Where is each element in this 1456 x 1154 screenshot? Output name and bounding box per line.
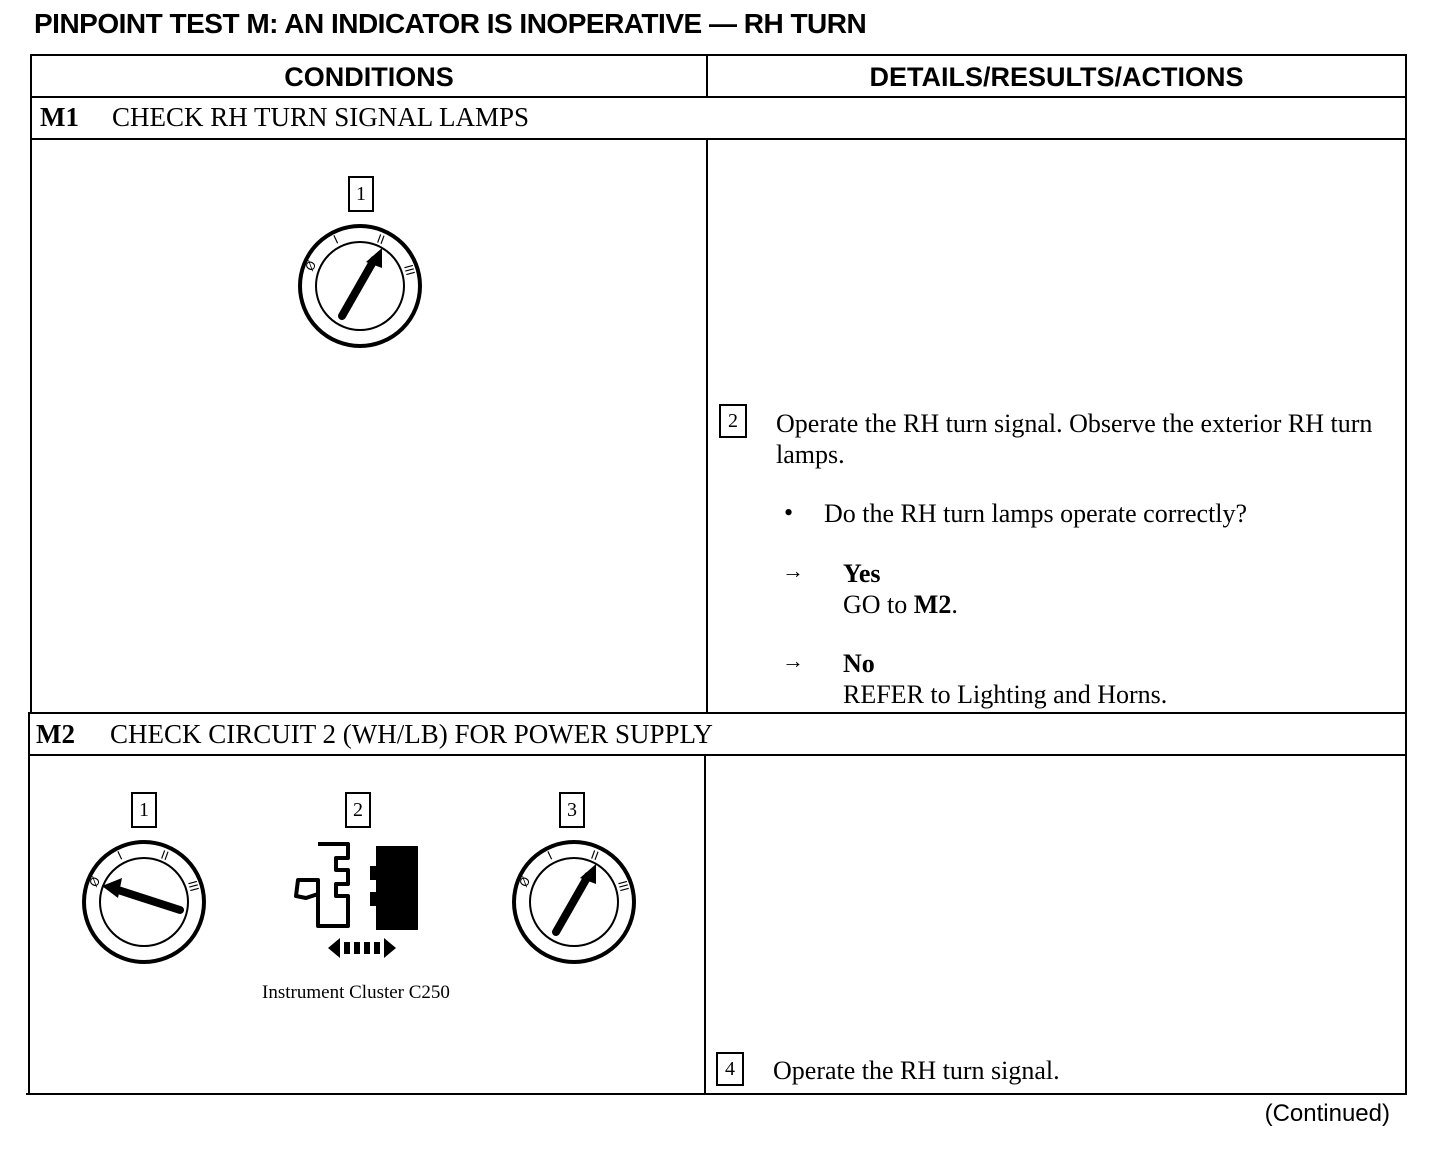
step-number-box: 2 bbox=[719, 404, 747, 438]
arrow-right-icon: → bbox=[782, 558, 804, 583]
position-label: III bbox=[615, 879, 632, 894]
connector-caption: Instrument Cluster C250 bbox=[262, 982, 450, 1003]
yes-action-ref: M2 bbox=[913, 590, 952, 619]
step-number-box: 4 bbox=[716, 1052, 744, 1086]
bullet-icon: • bbox=[784, 498, 794, 527]
position-label: I bbox=[545, 848, 555, 863]
no-label: No bbox=[843, 649, 875, 678]
figure-step-number: 1 bbox=[348, 176, 374, 212]
position-label: III bbox=[185, 879, 202, 894]
step-text: Operate the RH turn signal. bbox=[773, 1056, 1060, 1085]
no-action: REFER to Lighting and Horns. bbox=[843, 680, 1168, 709]
figure-step-number: 3 bbox=[559, 792, 585, 828]
step-question: Do the RH turn lamps operate correctly? bbox=[824, 499, 1248, 528]
position-label: II bbox=[374, 231, 387, 248]
continued-label: (Continued) bbox=[1264, 1100, 1390, 1127]
step-text: Operate the RH turn signal. Observe the exterior RH turn lamps. bbox=[776, 409, 1373, 469]
position-label: III bbox=[401, 263, 418, 278]
yes-label: Yes bbox=[843, 559, 881, 588]
position-label: II bbox=[158, 847, 171, 864]
figure-step-number: 1 bbox=[131, 792, 157, 828]
section-title: CHECK CIRCUIT 2 (WH/LB) FOR POWER SUPPLY bbox=[110, 719, 713, 749]
position-label: I bbox=[115, 848, 125, 863]
yes-action bbox=[843, 589, 958, 620]
section-id: M1 bbox=[40, 102, 79, 132]
ignition-switch-icon bbox=[82, 840, 206, 964]
position-label: Ø bbox=[516, 874, 534, 890]
section-heading-m1 bbox=[40, 97, 529, 137]
section-title: CHECK RH TURN SIGNAL LAMPS bbox=[112, 102, 530, 132]
column-header-conditions: CONDITIONS bbox=[284, 62, 454, 92]
figure-step-number: 2 bbox=[345, 792, 371, 828]
step-instruction bbox=[776, 408, 1376, 470]
connector-disconnect-icon bbox=[292, 840, 424, 964]
page-title: PINPOINT TEST M: AN INDICATOR IS INOPERATIVE — RH TURN bbox=[34, 8, 867, 39]
position-label: Ø bbox=[86, 874, 104, 890]
position-label: I bbox=[331, 232, 341, 247]
section-id: M2 bbox=[36, 719, 75, 749]
arrow-right-icon: → bbox=[782, 648, 804, 673]
section-heading-m2 bbox=[36, 714, 713, 754]
ignition-switch-icon bbox=[512, 840, 636, 964]
ignition-switch-icon bbox=[298, 224, 422, 348]
yes-action-prefix: GO to bbox=[843, 590, 914, 619]
column-header-details: DETAILS/RESULTS/ACTIONS bbox=[869, 62, 1244, 92]
yes-action-suffix: . bbox=[951, 590, 958, 619]
position-label: II bbox=[588, 847, 601, 864]
position-label: Ø bbox=[302, 258, 320, 274]
